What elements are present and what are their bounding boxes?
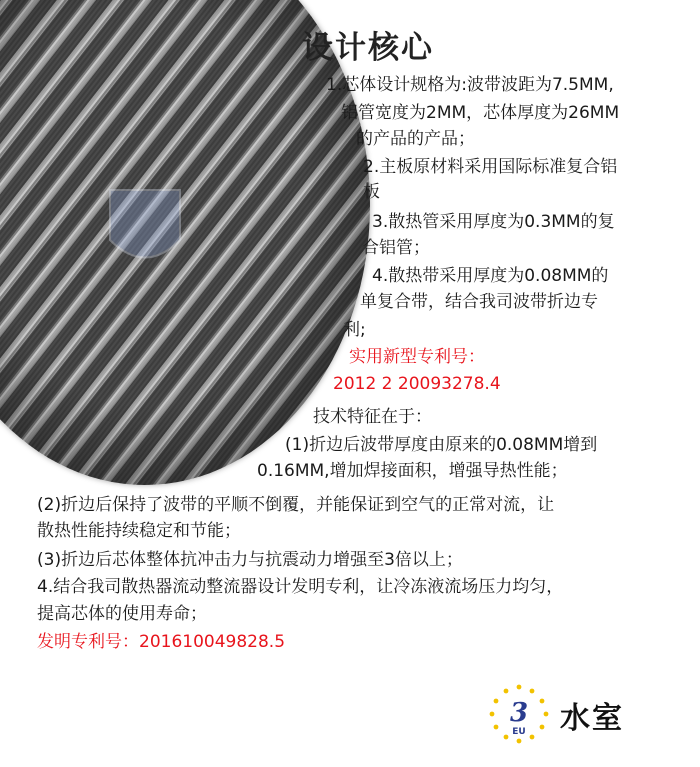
utility-patent-label: 实用新型专利号： <box>349 347 485 367</box>
spec-line: 4.散热带采用厚度为0.08MM的 <box>372 266 609 286</box>
feature-line: 提高芯体的使用寿命； <box>37 604 207 624</box>
brand-name: 水室 <box>560 701 624 736</box>
spec-line: 的产品的产品； <box>356 129 475 149</box>
features-heading: 技术特征在于： <box>313 407 432 427</box>
utility-patent-number: 2012 2 20093278.4 <box>333 374 501 394</box>
feature-line: (1)折边后波带厚度由原来的0.08MM增到 <box>285 435 598 455</box>
spec-line: 合铝管； <box>362 238 430 258</box>
spec-line: 1.芯体设计规格为:波带波距为7.5MM, <box>326 75 614 95</box>
spec-line: 板 <box>363 182 380 202</box>
spec-line: 利; <box>343 320 366 340</box>
feature-line: 0.16MM,增加焊接面积，增强导热性能； <box>257 461 568 481</box>
brand-logo-icon <box>488 683 550 745</box>
spec-line: 单复合带，结合我司波带折边专 <box>360 292 598 312</box>
spec-line: 3.散热管采用厚度为0.3MM的复 <box>372 212 615 232</box>
spec-line: 铝管宽度为2MM，芯体厚度为26MM <box>341 103 620 123</box>
page-title: 设计核心 <box>302 30 434 66</box>
invention-patent-number: 发明专利号：201610049828.5 <box>37 632 286 652</box>
svg-text:EU: EU <box>512 727 526 737</box>
feature-line: 4.结合我司散热器流动整流器设计发明专利，让冷冻液流场压力均匀， <box>37 577 564 597</box>
spec-line: 2.主板原材料采用国际标准复合铝 <box>363 157 618 177</box>
svg-text:3: 3 <box>509 698 529 728</box>
feature-line: (2)折边后保持了波带的平顺不倒覆，并能保证到空气的正常对流，让 <box>37 495 555 515</box>
feature-line: (3)折边后芯体整体抗冲击力与抗震动力增强至3倍以上； <box>37 550 463 570</box>
feature-line: 散热性能持续稳定和节能； <box>37 521 241 541</box>
